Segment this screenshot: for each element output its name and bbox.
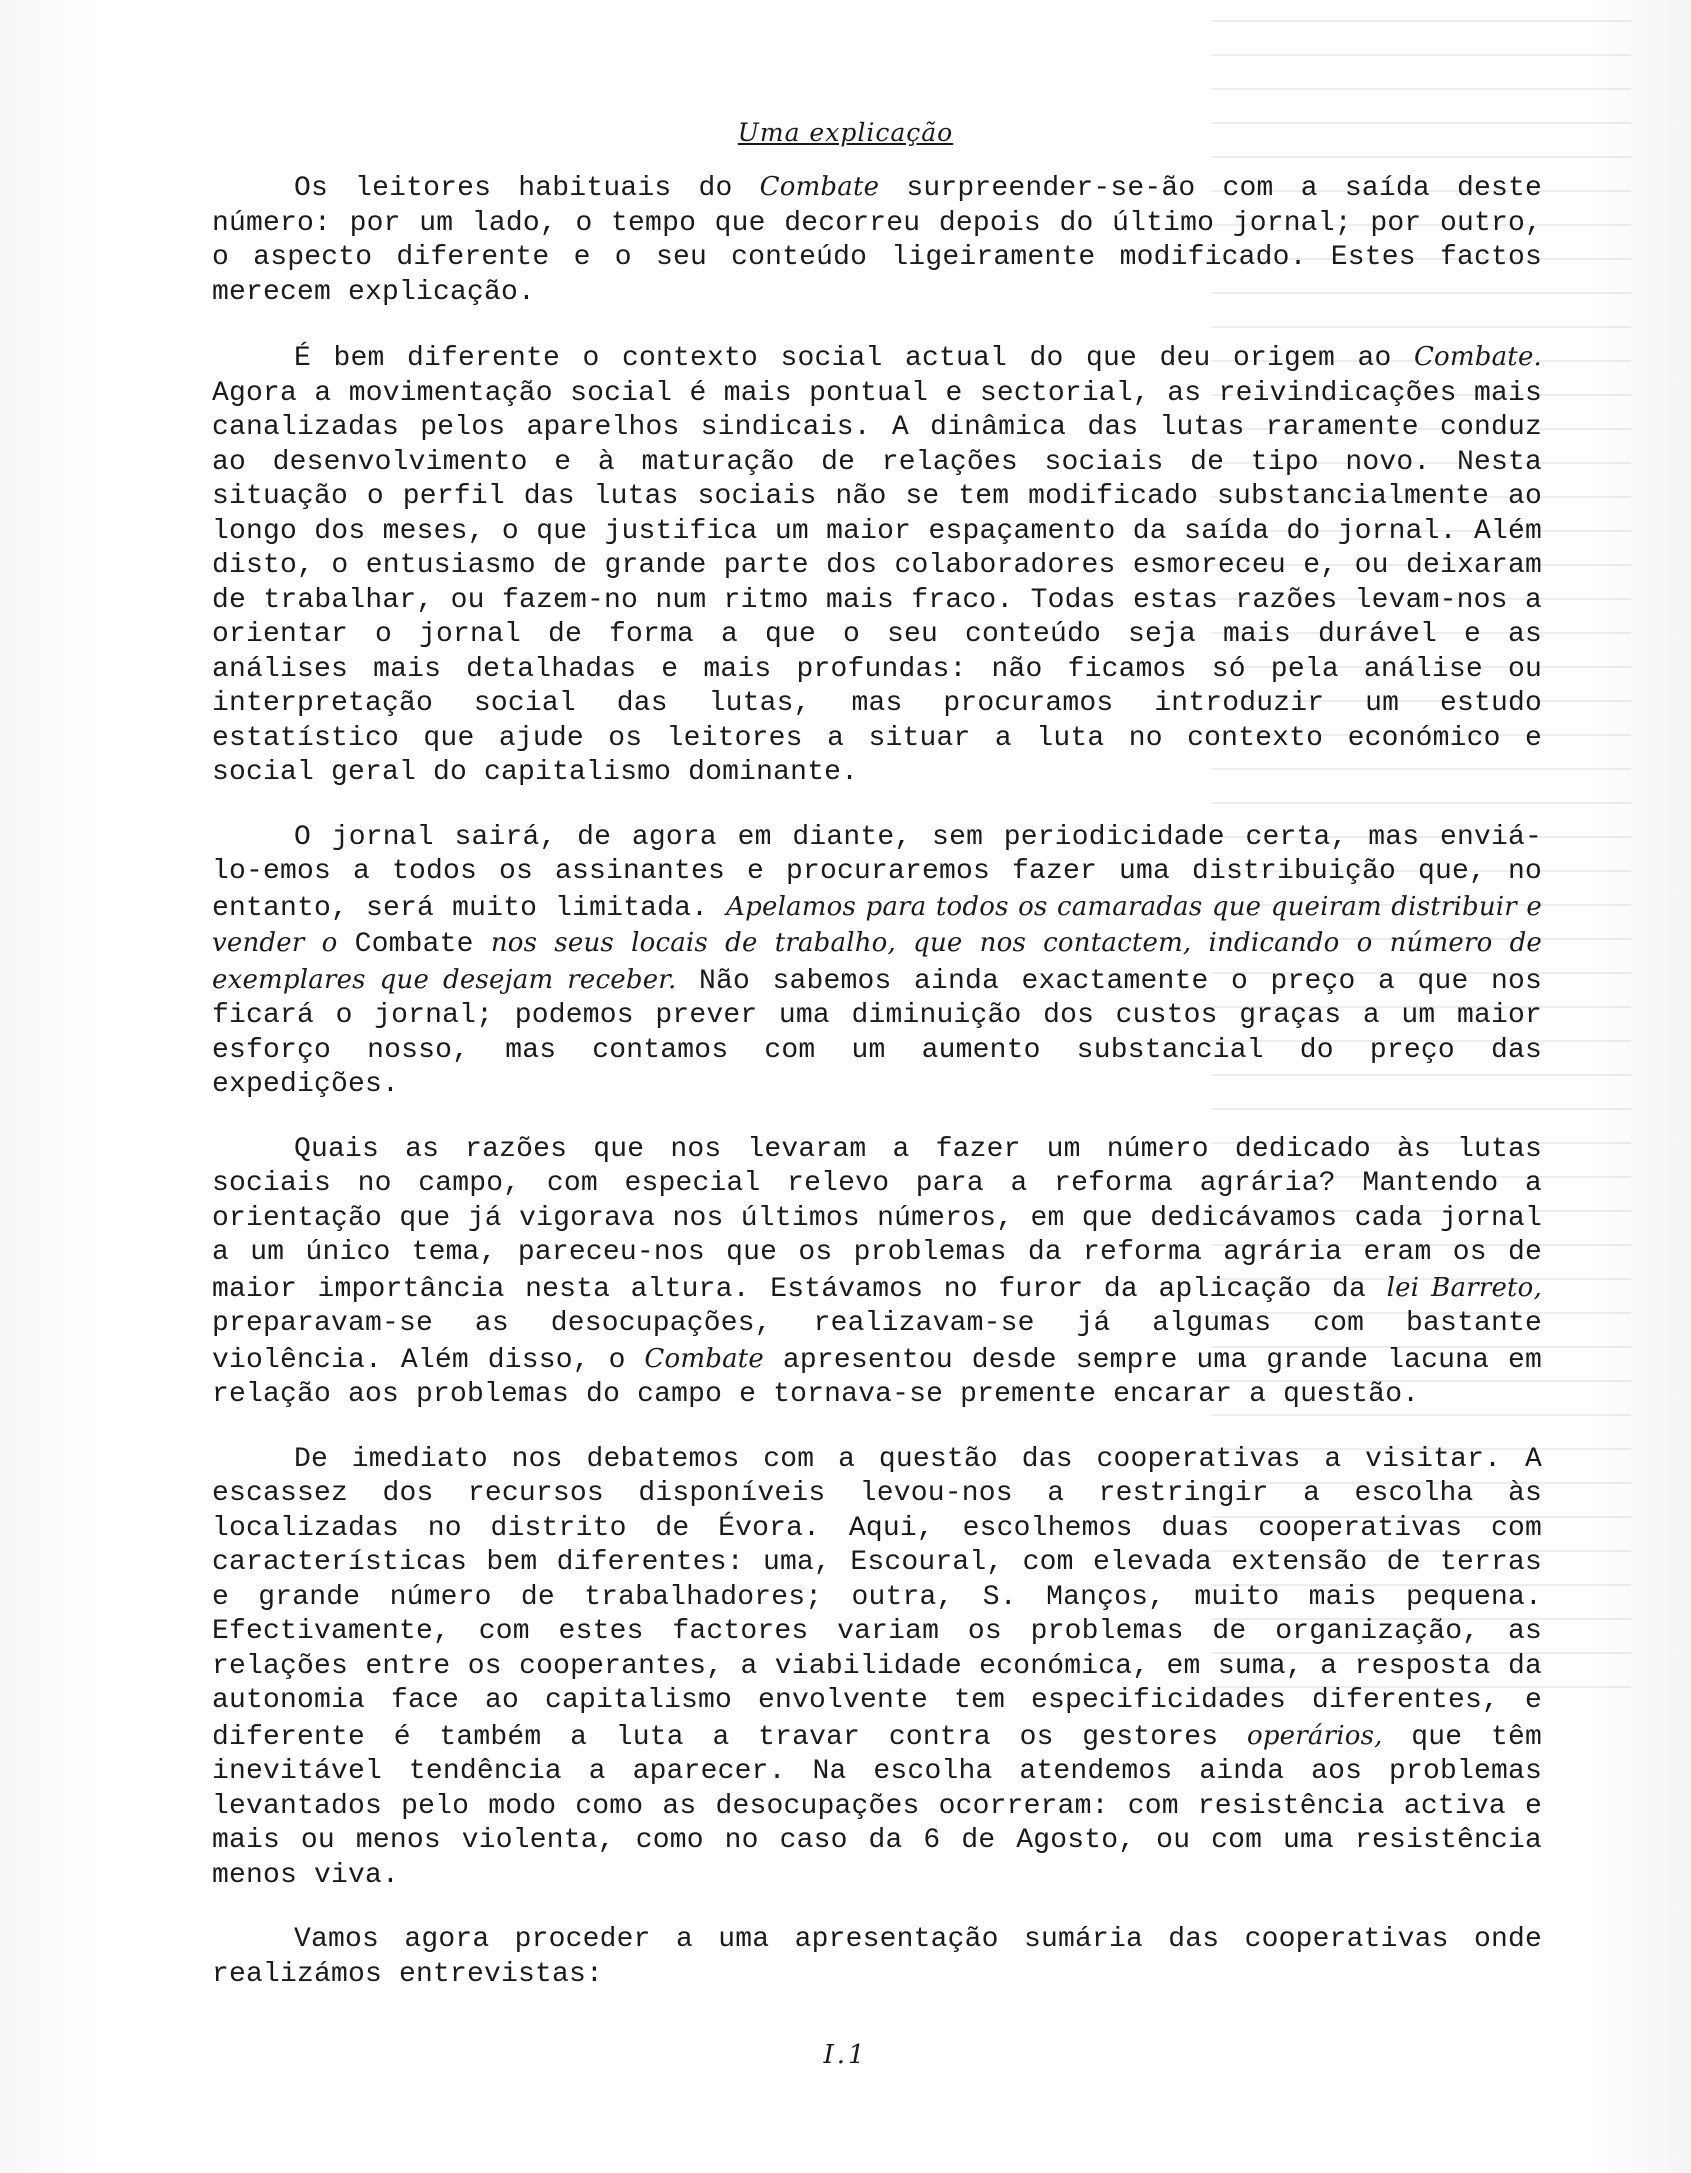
- italic-run: nos seus locais de trabalho, que nos contactem, indicando o número de exemplares que desejam receber.: [212, 928, 1542, 995]
- italic-run: lei Barreto,: [1386, 1272, 1542, 1303]
- article-body: [212, 170, 1542, 2022]
- text-run: De imediato nos debatemos com a questão das cooperativas a visitar. A escassez dos recursos disponíveis levou-nos a restringir a escolha às localizadas no distrito de Évora. Aqui, escolhemos duas cooperativas com características bem diferentes: uma, Escoural, com elevada extensão de terras e grande número de trabalhadores; outra, S. Manços, muito mais pequena. Efectivamente, com estes factores variam os problemas de organização, as relações entre os cooperantes, a viabilidade económica, em suma, a resposta da autonomia face ao capitalismo envolvente tem especificidades diferentes, e diferente é também a luta a travar contra os gestores: [212, 1443, 1542, 1753]
- paragraph-4: [212, 1133, 1542, 1413]
- page-number: I.1: [823, 2040, 868, 2070]
- text-run: Combate: [354, 929, 474, 960]
- italic-run: Combate: [759, 172, 880, 202]
- text-run: surpreender-se-ão com a saída deste número: por um lado, o tempo que decorreu depois do último jornal; por outro, o aspecto diferente e o seu conteúdo ligeiramente modificado. Estes factos merecem explicação.: [212, 173, 1542, 308]
- italic-run: Apelamos para todos os camaradas que queiram distribuir e vender o: [212, 891, 1542, 958]
- italic-run: Combate.: [1413, 342, 1542, 372]
- paragraph-3: [212, 821, 1542, 1103]
- text-run: É bem diferente o contexto social actual do que deu origem ao: [294, 343, 1414, 374]
- text-run: Vamos agora proceder a uma apresentação sumária das cooperativas onde realizámos entrevistas:: [212, 1924, 1542, 1990]
- text-run: Agora a movimentação social é mais pontual e sectorial, as reivindicações mais canalizadas pelos aparelhos sindicais. A dinâmica das lutas raramente conduz ao desenvolvimento e à maturação de relações sociais de tipo novo. Nesta situação o perfil das lutas sociais não se tem modificado substancialmente ao longo dos meses, o que justifica um maior espaçamento da saída do jornal. Além disto, o entusiasmo de grande parte dos colaboradores esmoreceu e, ou deixaram de trabalhar, ou fazem-no num ritmo mais fraco. Todas estas razões levam-nos a orientar o jornal de forma a que o seu conteúdo seja mais durável e as análises mais detalhadas e mais profundas: não ficamos só pela análise ou interpretação social das lutas, mas procuramos introduzir um estudo estatístico que ajude os leitores a situar a luta no contexto económico e social geral do capitalismo dominante.: [212, 377, 1542, 788]
- text-run: que têm inevitável tendência a aparecer. Na escolha atendemos ainda aos problemas levantados pelo modo como as desocupações ocorreram: com resistência activa e mais ou menos violenta, como no caso da 6 de Agosto, ou com uma resistência menos viva.: [212, 1721, 1542, 1891]
- text-run: Os leitores habituais do: [294, 173, 760, 204]
- text-run: preparavam-se as desocupações, realizavam-se já algumas com bastante violência. Além disso, o: [212, 1308, 1542, 1376]
- text-run: Quais as razões que nos levaram a fazer um número dedicado às lutas sociais no campo, com especial relevo para a reforma agrária? Mantendo a orientação que já vigorava nos últimos números, em que dedicávamos cada jornal a um único tema, pareceu-nos que os problemas da reforma agrária eram os de maior importância nesta altura. Estávamos no furor da aplicação da: [212, 1133, 1542, 1305]
- italic-run: operários,: [1246, 1720, 1383, 1751]
- paragraph-1: [212, 170, 1542, 310]
- paragraph-6: [212, 1923, 1542, 1992]
- italic-run: Combate: [644, 1343, 765, 1374]
- text-run: Não sabemos ainda exactamente o preço a que nos ficará o jornal; podemos prever uma diminuição dos custos graças a um maior esforço nosso, mas contamos com um aumento substancial do preço das expedições.: [212, 965, 1542, 1100]
- page-title: Uma explicação: [737, 118, 954, 147]
- paragraph-2: [212, 340, 1542, 791]
- paragraph-5: [212, 1443, 1542, 1894]
- text-run: O jornal sairá, de agora em diante, sem periodicidade certa, mas enviá-lo-emos a todos os assinantes e procuraremos fazer uma distribuição que, no entanto, será muito limitada.: [212, 821, 1542, 924]
- text-run: apresentou desde sempre uma grande lacuna em relação aos problemas do campo e tornava-se premente encarar a questão.: [212, 1344, 1542, 1410]
